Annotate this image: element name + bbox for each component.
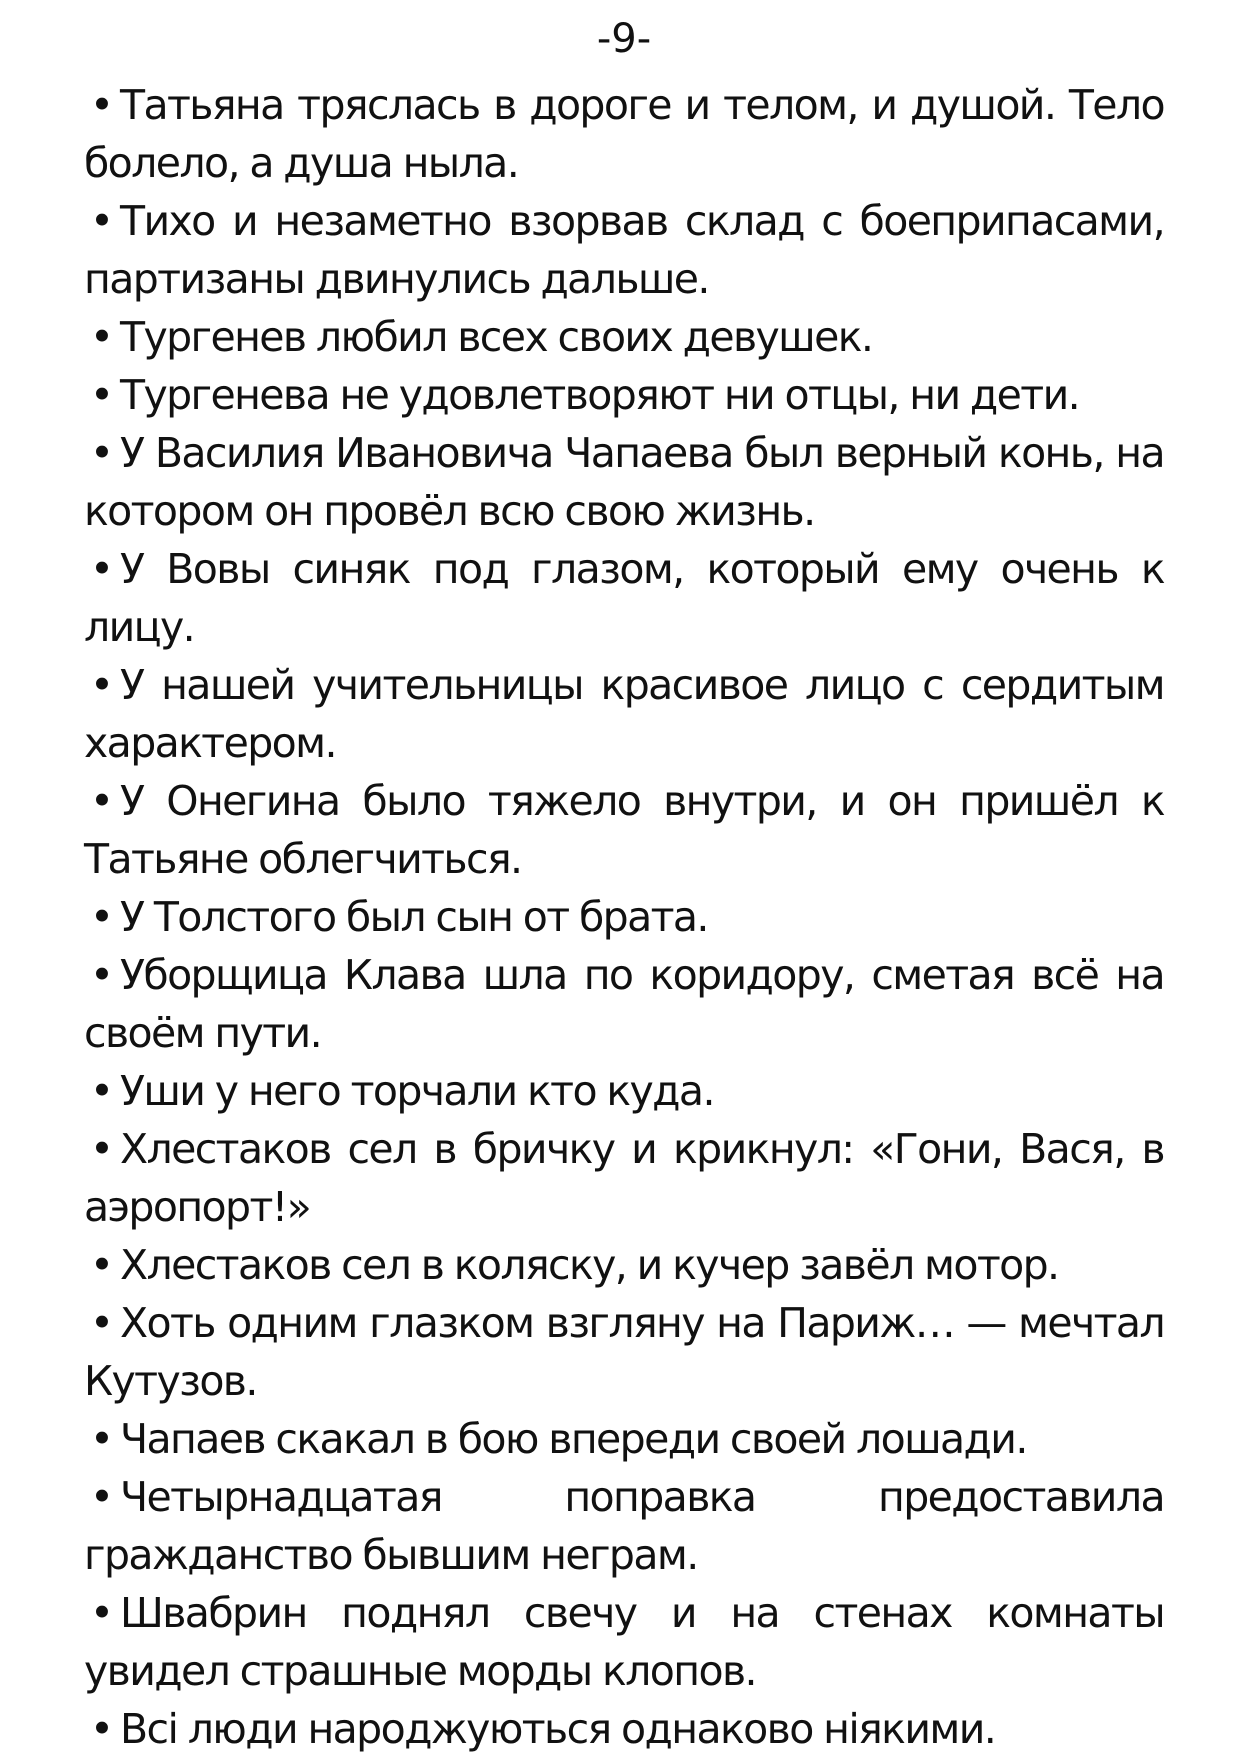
entry-text: У Толстого был сын от брата. [120,893,708,941]
entries-list [84,76,1164,1758]
list-item [84,1584,1164,1700]
entry-text: Татьяна тряслась в дороге и телом, и душой. Тело болело, а душа ныла. [84,81,1164,187]
list-item [84,888,1164,946]
bullet-icon: • [89,1705,115,1753]
bullet-icon: • [89,313,115,361]
list-item [84,540,1164,656]
page-number: -9- [596,16,652,62]
entry-text: Хлестаков сел в бричку и крикнул: «Гони, Вася, в аэропорт!» [84,1125,1164,1231]
list-item [84,1062,1164,1120]
list-item [84,656,1164,772]
list-item [84,192,1164,308]
bullet-icon: • [89,545,115,593]
entry-text: Всі люди народжуються однаково ніякими. [120,1705,996,1753]
entry-text: Четырнадцатая поправка предоставила гражданство бывшим неграм. [84,1473,1164,1579]
list-item [84,1294,1164,1410]
bullet-icon: • [89,1241,115,1289]
list-item [84,366,1164,424]
bullet-icon: • [89,661,115,709]
bullet-icon: • [89,81,115,129]
bullet-icon: • [89,777,115,825]
list-item [84,772,1164,888]
entry-text: Чапаев скакал в бою впереди своей лошади. [120,1415,1027,1463]
bullet-icon: • [89,371,115,419]
entry-text: У нашей учительницы красивое лицо с сердитым характером. [84,661,1164,767]
entry-text: Уборщица Клава шла по коридору, сметая всё на своём пути. [84,951,1164,1057]
entry-text: Уши у него торчали кто куда. [120,1067,714,1115]
bullet-icon: • [89,197,115,245]
entry-text: У Василия Ивановича Чапаева был верный конь, на котором он провёл всю свою жизнь. [84,429,1164,535]
entry-text: Швабрин поднял свечу и на стенах комнаты увидел страшные морды клопов. [84,1589,1164,1695]
list-item [84,424,1164,540]
list-item [84,1410,1164,1468]
entry-text: У Онегина было тяжело внутри, и он пришёл к Татьяне облегчиться. [84,777,1164,883]
entry-text: Тургенева не удовлетворяют ни отцы, ни дети. [120,371,1080,419]
list-item [84,76,1164,192]
list-item [84,1236,1164,1294]
bullet-icon: • [89,1067,115,1115]
bullet-icon: • [89,1473,115,1521]
list-item [84,1468,1164,1584]
bullet-icon: • [89,1125,115,1173]
bullet-icon: • [89,429,115,477]
bullet-icon: • [89,951,115,999]
list-item [84,308,1164,366]
bullet-icon: • [89,1415,115,1463]
entry-text: Тургенев любил всех своих девушек. [120,313,873,361]
entry-text: У Вовы синяк под глазом, который ему очень к лицу. [84,545,1164,651]
list-item [84,1120,1164,1236]
entry-text: Хоть одним глазком взгляну на Париж… — мечтал Кутузов. [84,1299,1164,1405]
entry-text: Тихо и незаметно взорвав склад с боеприпасами, партизаны двинулись дальше. [84,197,1164,303]
list-item [84,1700,1164,1758]
bullet-icon: • [89,893,115,941]
document-page [84,0,1164,1753]
bullet-icon: • [89,1299,115,1347]
list-item [84,946,1164,1062]
entry-text: Хлестаков сел в коляску, и кучер завёл мотор. [120,1241,1059,1289]
bullet-icon: • [89,1589,115,1637]
